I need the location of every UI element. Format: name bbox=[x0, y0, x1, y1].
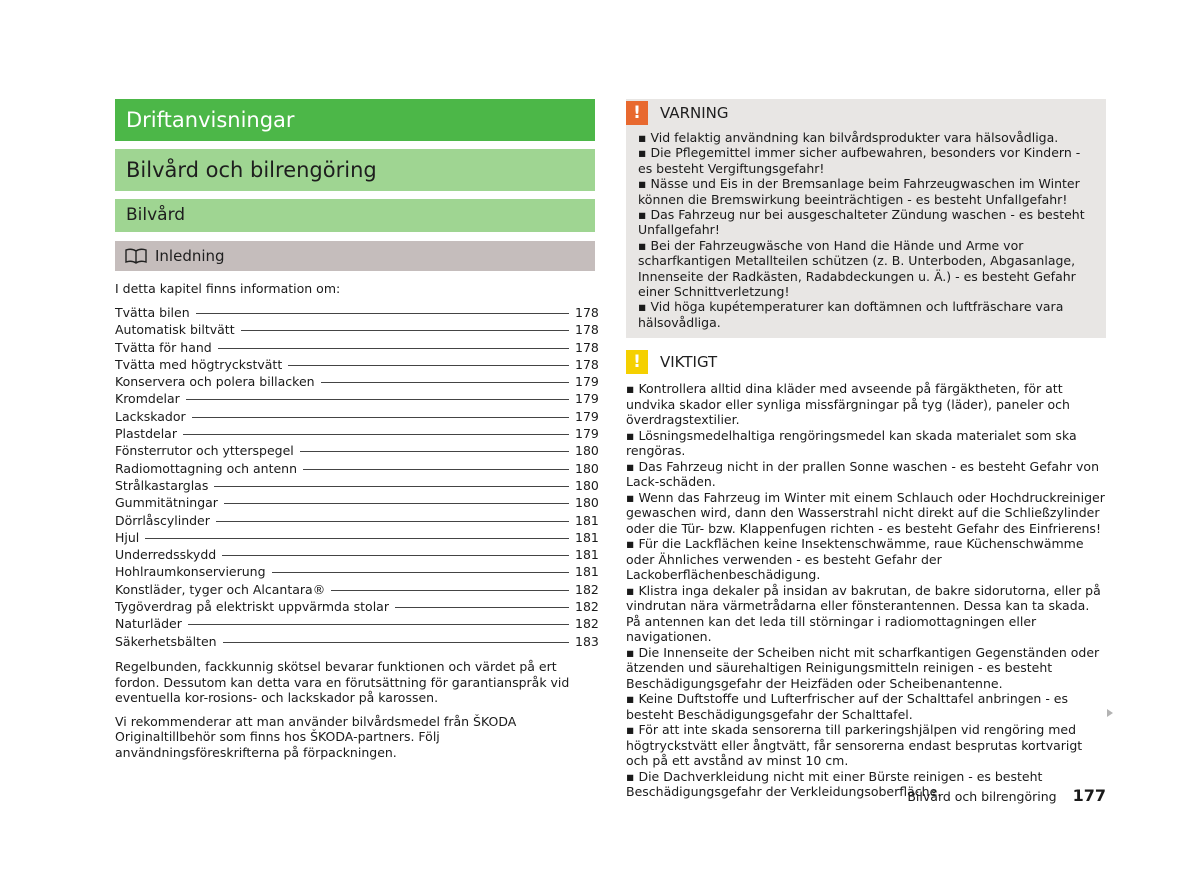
toc-entry[interactable]: Radiomottagning och antenn 180 bbox=[115, 460, 599, 476]
warning-header bbox=[626, 99, 1106, 125]
toc-entry[interactable]: Säkerhetsbälten 183 bbox=[115, 633, 599, 649]
notice-item: ▪ Für die Lackflächen keine Insektenschwämme, raue Küchenschwämme oder Ähnliches verwenden - es besteht Gefahr der Lackoberflächenbeschädigung. bbox=[626, 536, 1084, 583]
toc-entry[interactable]: Naturläder 182 bbox=[115, 616, 599, 632]
left-column bbox=[115, 99, 599, 761]
section-heading-main: Driftanvisningar bbox=[115, 99, 595, 141]
notice-header bbox=[626, 350, 1106, 374]
toc-entry[interactable]: Konstläder, tyger och Alcantara® 182 bbox=[115, 581, 599, 597]
notice-item: ▪ Kontrollera alltid dina kläder med avseende på färgäktheten, för att undvika skador eller synliga missfärgningar på tyg (läder), paneler och överdragstextilier. bbox=[626, 381, 1070, 428]
toc-entry[interactable]: Tygöverdrag på elektriskt uppvärmda stolar 182 bbox=[115, 599, 599, 615]
notice-item: ▪ För att inte skada sensorerna till parkeringshjälpen vid rengöring med högtryckstvätt eller ångtvätt, får sensorerna endast besprutas kortvarigt och på ett avstånd av minst 10 cm. bbox=[626, 722, 1083, 769]
page-footer bbox=[907, 786, 1106, 805]
notice-body bbox=[626, 381, 1106, 800]
notice-title: VIKTIGT bbox=[660, 353, 718, 372]
notice-item: ▪ Lösningsmedelhaltiga rengöringsmedel kan skada materialet som ska rengöras. bbox=[626, 427, 1077, 459]
body-paragraph: Vi rekommenderar att man använder bilvårdsmedel från ŠKODA Originaltillbehör som finns hos ŠKODA-partners. Följ användningsföreskrifterna på förpackningen. bbox=[115, 713, 517, 760]
warning-title: VARNING bbox=[660, 104, 729, 122]
continue-arrow-icon bbox=[1107, 709, 1113, 717]
toc-entry[interactable]: Automatisk biltvätt 178 bbox=[115, 322, 599, 338]
toc-entry[interactable]: Strålkastarglas 180 bbox=[115, 477, 599, 493]
toc-entry[interactable]: Underredsskydd 181 bbox=[115, 547, 599, 563]
right-column bbox=[626, 99, 1106, 800]
notice-item: ▪ Die Innenseite der Scheiben nicht mit scharfkantigen Gegenständen oder ätzenden und säurehaltigen Reinigungsmitteln reinigen - es besteht Beschädigungsgefahr der Heizfäden oder Scheibenantenne. bbox=[626, 644, 1100, 691]
toc-entry[interactable]: Hjul 181 bbox=[115, 529, 599, 545]
notice-item: ▪ Keine Duftstoffe und Lufterfrischer auf der Schalttafel anbringen - es besteht Beschädigungsgefahr der Schalttafel. bbox=[626, 691, 1069, 722]
table-of-contents bbox=[115, 304, 599, 650]
toc-entry[interactable]: Tvätta med högtryckstvätt 178 bbox=[115, 356, 599, 372]
toc-entry[interactable]: Hohlraumkonservierung 181 bbox=[115, 564, 599, 580]
notice-item: ▪ Das Fahrzeug nicht in der prallen Sonne waschen - es besteht Gefahr von Lack-schäden. bbox=[626, 458, 1099, 490]
notice-exclamation-icon: ! bbox=[626, 350, 648, 374]
notice-item: ▪ Wenn das Fahrzeug im Winter mit einem Schlauch oder Hochdruckreiniger gewaschen wird, dann den Wasserstrahl nicht direkt auf die Schließzylinder oder die Tür- bzw. Klappenfugen richten - es besteht Gefahr des Einfrierens! bbox=[626, 489, 1105, 536]
notice-item: ▪ Klistra inga dekaler på insidan av bakrutan, de bakre sidorutorna, eller på vindrutan nära värmetrådarna eller fönsterantennen. Dessa kan ta skada. På antennen kan det leda till störningar i radiomottagningen eller navigationen. bbox=[626, 582, 1101, 645]
subchapter-heading: Bilvård bbox=[115, 199, 595, 232]
intro-heading-label: Inledning bbox=[155, 247, 225, 265]
body-paragraph: Regelbunden, fackkunnig skötsel bevarar funktionen och värdet på ert fordon. Dessutom kan detta vara en förutsättning för garantianspråk vid eventuella kor-rosions- och lackskador på karossen. bbox=[115, 658, 570, 706]
warning-item: ▪ Nässe und Eis in der Bremsanlage beim Fahrzeugwaschen im Winter können die Bremswirkung beeinträchtigen - es besteht Unfallgefahr! bbox=[638, 176, 1080, 207]
toc-entry[interactable]: Tvätta för hand 178 bbox=[115, 339, 599, 355]
warning-box bbox=[626, 99, 1106, 338]
toc-entry[interactable]: Kromdelar 179 bbox=[115, 391, 599, 407]
chapter-heading: Bilvård och bilrengöring bbox=[115, 149, 595, 191]
toc-entry[interactable]: Dörrlåscylinder 181 bbox=[115, 512, 599, 528]
warning-item: ▪ Bei der Fahrzeugwäsche von Hand die Hände und Arme vor scharfkantigen Metallteilen schützen (z. B. Unterboden, Abgasanlage, Innenseite der Radkästen, Radabdeckungen u. Ä.) - es besteht Gefahr einer Schnittverletzung! bbox=[638, 237, 1076, 300]
toc-entry[interactable]: Tvätta bilen 178 bbox=[115, 305, 599, 320]
toc-lead: I detta kapitel finns information om: bbox=[115, 281, 341, 296]
footer-chapter-title: Bilvård och bilrengöring bbox=[907, 789, 1057, 804]
warning-item: ▪ Vid höga kupétemperaturer kan doftämnen och luftfräschare vara hälsovådliga. bbox=[638, 299, 1064, 330]
warning-item: ▪ Das Fahrzeug nur bei ausgeschalteter Zündung waschen - es besteht Unfallgefahr! bbox=[638, 207, 1085, 238]
warning-item: ▪ Die Pflegemittel immer sicher aufbewahren, besonders vor Kindern - es besteht Vergiftungsgefahr! bbox=[638, 145, 1081, 176]
open-book-icon bbox=[125, 248, 147, 264]
notice-item: ▪ Die Dachverkleidung nicht mit einer Bürste reinigen - es besteht Beschädigungsgefahr der Verkleidungsoberfläche. bbox=[626, 768, 1043, 800]
warning-exclamation-icon: ! bbox=[626, 101, 648, 125]
toc-entry[interactable]: Fönsterrutor och ytterspegel 180 bbox=[115, 443, 599, 459]
toc-entry[interactable]: Gummitätningar 180 bbox=[115, 495, 599, 511]
page-number: 177 bbox=[1072, 786, 1106, 805]
intro-heading-bar bbox=[115, 241, 595, 271]
warning-item: ▪ Vid felaktig användning kan bilvårdsprodukter vara hälsovådliga. bbox=[638, 130, 1059, 145]
warning-body bbox=[626, 125, 1106, 330]
toc-entry[interactable]: Konservera och polera billacken 179 bbox=[115, 374, 599, 390]
toc-entry[interactable]: Plastdelar 179 bbox=[115, 426, 599, 442]
toc-entry[interactable]: Lackskador 179 bbox=[115, 408, 599, 424]
